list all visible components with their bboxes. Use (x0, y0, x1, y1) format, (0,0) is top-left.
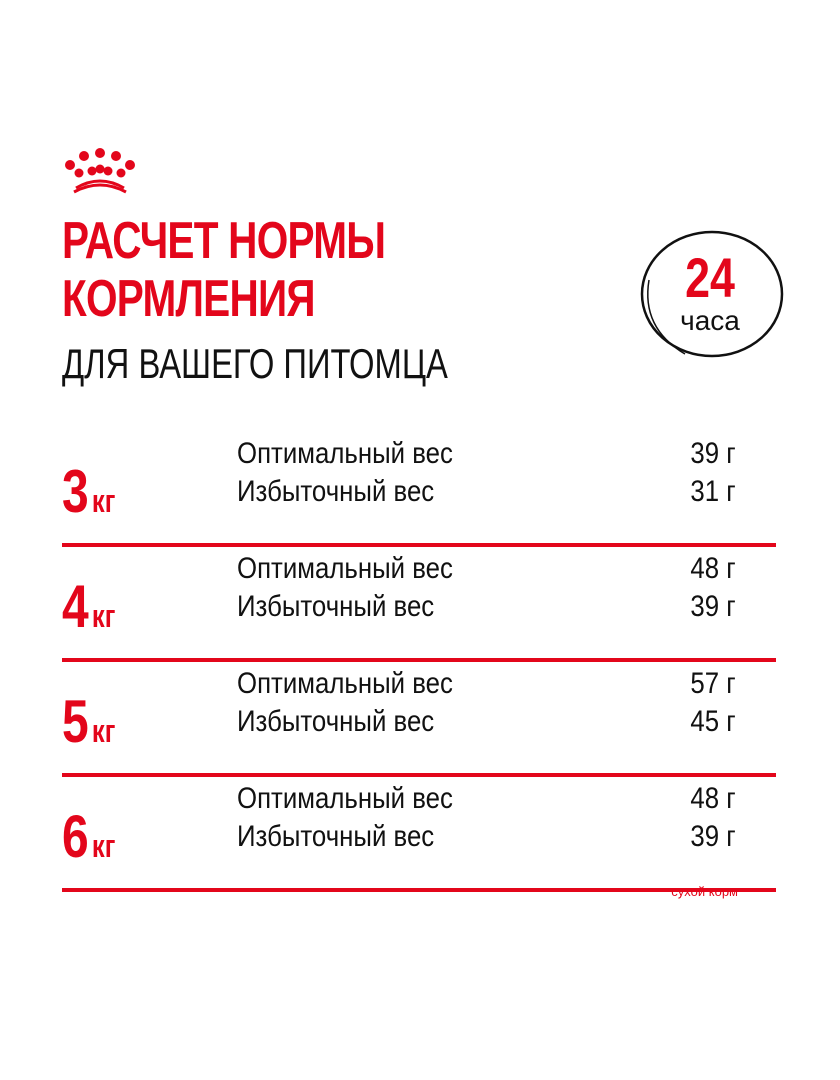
overweight-value: 31 г (690, 475, 736, 508)
feeding-table (62, 432, 776, 892)
table-row (62, 662, 776, 777)
optimal-value: 57 г (690, 667, 736, 700)
optimal-label: Оптимальный вес (237, 437, 453, 470)
footnote: сухой корм (671, 884, 738, 899)
overweight-value: 39 г (690, 820, 736, 853)
optimal-value: 48 г (690, 552, 736, 585)
hours-badge (635, 228, 785, 368)
optimal-value: 48 г (690, 782, 736, 815)
weight-label: 3 кг (62, 458, 116, 525)
page-subtitle: ДЛЯ ВАШЕГО ПИТОМЦА (62, 340, 448, 387)
weight-label: 6 кг (62, 803, 116, 870)
overweight-label: Избыточный вес (237, 590, 435, 623)
overweight-value: 39 г (690, 590, 736, 623)
overweight-label: Избыточный вес (237, 820, 435, 853)
table-row (62, 547, 776, 662)
overweight-value: 45 г (690, 705, 736, 738)
overweight-label: Избыточный вес (237, 475, 435, 508)
overweight-label: Избыточный вес (237, 705, 435, 738)
table-row (62, 777, 776, 892)
weight-label: 4 кг (62, 573, 116, 640)
title-line-2: КОРМЛЕНИЯ (62, 270, 315, 328)
optimal-value: 39 г (690, 437, 736, 470)
optimal-label: Оптимальный вес (237, 667, 453, 700)
title-line-1: РАСЧЕТ НОРМЫ (62, 212, 386, 270)
badge-unit: часа (680, 305, 740, 336)
optimal-label: Оптимальный вес (237, 552, 453, 585)
page-title (62, 212, 385, 328)
crown-icon (62, 148, 142, 194)
weight-label: 5 кг (62, 688, 116, 755)
badge-number: 24 (685, 246, 735, 309)
optimal-label: Оптимальный вес (237, 782, 453, 815)
table-row (62, 432, 776, 547)
